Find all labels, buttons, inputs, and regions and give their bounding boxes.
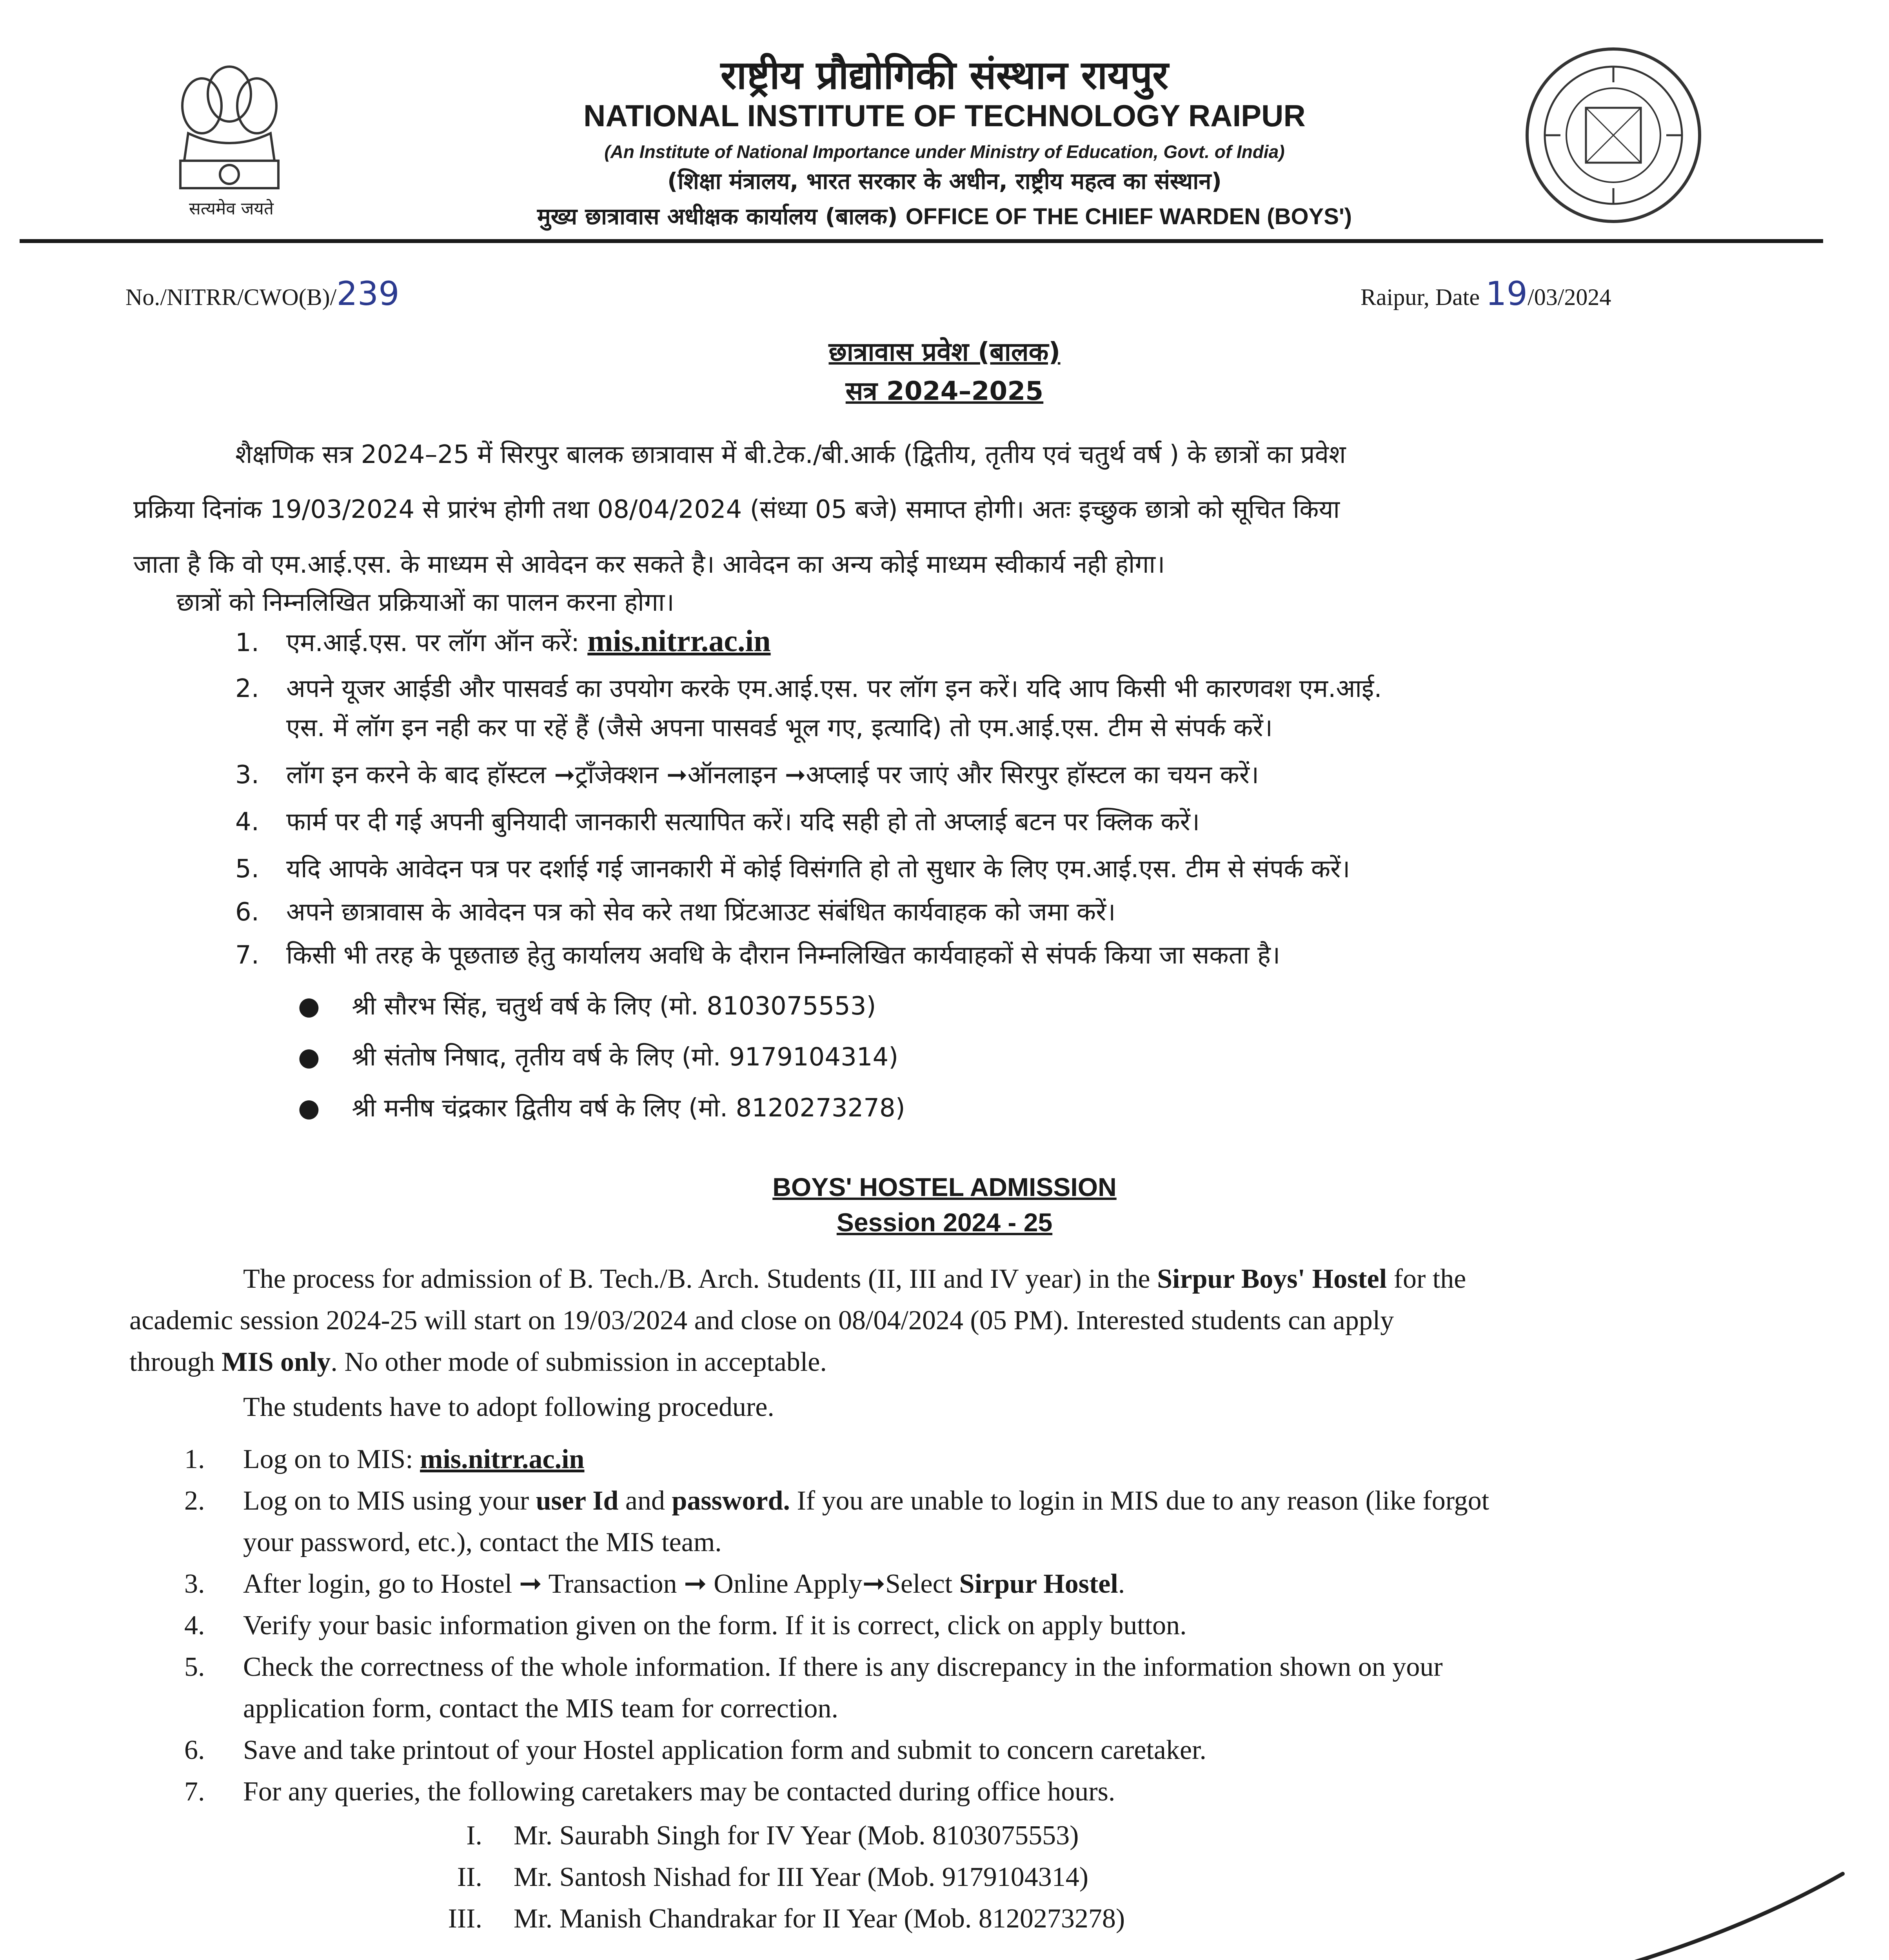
step-text: अपने यूजर आईडी और पासवर्ड का उपयोग करके एम.आई.एस. पर लॉग इन करें। यदि आप किसी भी कारणवश एम.आई. xyxy=(286,674,1382,703)
reference-date xyxy=(1360,274,1611,313)
office-name-hindi: मुख्य छात्रावास अधीक्षक कार्यालय (बालक) xyxy=(537,203,898,230)
english-step xyxy=(184,1563,1737,1605)
emblem-motto: सत्यमेव जयते xyxy=(189,199,274,219)
step-number: 6. xyxy=(235,898,260,927)
institute-subtitle-hindi: (शिक्षा मंत्रालय, भारत सरकार के अधीन, राष्ट्रीय महत्व का संस्थान) xyxy=(667,168,1222,194)
english-contacts-list xyxy=(408,1815,1125,1940)
step-number: 5. xyxy=(235,855,260,884)
step-number: 1. xyxy=(235,628,260,657)
institute-subtitle-english: (An Institute of National Importance under Ministry of Education, Govt. of India) xyxy=(604,142,1285,162)
step-text: Check the correctness of the whole information. If there is any discrepancy in the information shown on your xyxy=(243,1652,1443,1682)
step-number: 3. xyxy=(235,760,260,789)
bullet-icon: ● xyxy=(298,1094,352,1123)
step-number: 5. xyxy=(184,1652,205,1682)
step-number: 3. xyxy=(184,1569,205,1599)
contact-text: Mr. Manish Chandrakar for II Year (Mob. 8120273278) xyxy=(514,1904,1125,1934)
english-procedure-intro: The students have to adopt following procedure. xyxy=(243,1392,774,1422)
contact-number: I. xyxy=(466,1820,482,1851)
date-suffix: /03/2024 xyxy=(1528,284,1611,310)
step-text: अपने छात्रावास के आवेदन पत्र को सेव करे तथा प्रिंटआउट संबंधित कार्यवाहक को जमा करें। xyxy=(286,898,1116,927)
hostel-name: Sirpur Hostel xyxy=(959,1569,1118,1599)
step-text: यदि आपके आवेदन पत्र पर दर्शाई गई जानकारी में कोई विसंगति हो तो सुधार के लिए एम.आई.एस. टीम से संपर्क करें। xyxy=(286,855,1350,884)
english-notice-session: Session 2024 - 25 xyxy=(836,1208,1053,1237)
date-handwritten-day: 19 xyxy=(1486,274,1528,313)
english-step xyxy=(184,1730,1737,1771)
bullet-icon: ● xyxy=(298,992,352,1021)
hostel-name: Sirpur Boys' Hostel xyxy=(1157,1264,1387,1294)
step-text: Save and take printout of your Hostel application form and submit to concern caretaker. xyxy=(243,1735,1207,1765)
english-step xyxy=(184,1605,1737,1646)
user-id-text: user Id xyxy=(536,1486,619,1516)
institute-name-hindi: राष्ट्रीय प्रौद्योगिकी संस्थान रायपुर xyxy=(720,52,1169,98)
paragraph-text: through xyxy=(129,1347,222,1377)
contact-number: III. xyxy=(448,1904,482,1934)
contact-text: श्री मनीष चंद्रकार द्वितीय वर्ष के लिए (मो. 8120273278) xyxy=(352,1094,905,1123)
step-number: 6. xyxy=(184,1735,205,1765)
date-prefix: Raipur, Date xyxy=(1360,284,1486,310)
password-text: password. xyxy=(672,1486,790,1516)
english-step xyxy=(184,1439,1737,1480)
english-step xyxy=(184,1480,1737,1522)
paragraph-text: . No other mode of submission in acceptable. xyxy=(331,1347,827,1377)
step-text: फार्म पर दी गई अपनी बुनियादी जानकारी सत्यापित करें। यदि सही हो तो अप्लाई बटन पर क्लिक करें। xyxy=(286,808,1200,837)
contact-text: Mr. Santosh Nishad for III Year (Mob. 9179104314) xyxy=(514,1862,1089,1892)
reference-prefix: No./NITRR/CWO(B)/ xyxy=(125,284,337,310)
step-text: Log on to MIS using your xyxy=(243,1486,536,1516)
english-contact-item xyxy=(408,1815,1125,1857)
hindi-step xyxy=(235,804,1200,838)
hindi-step-continuation: एस. में लॉग इन नही कर पा रहें हैं (जैसे अपना पासवर्ड भूल गए, इत्यादि) तो एम.आई.एस. टीम से संपर्क करें। xyxy=(286,713,1273,742)
bullet-icon: ● xyxy=(298,1043,352,1072)
hindi-contact-item xyxy=(298,988,876,1022)
hindi-contact-item xyxy=(298,1090,905,1124)
mis-link[interactable]: mis.nitrr.ac.in xyxy=(587,624,771,658)
hindi-notice-title: छात्रावास प्रवेश (बालक) xyxy=(828,337,1061,367)
office-name-english: OFFICE OF THE CHIEF WARDEN (BOYS') xyxy=(905,204,1352,229)
contact-text: श्री संतोष निषाद, तृतीय वर्ष के लिए (मो. 9179104314) xyxy=(352,1043,899,1072)
hindi-paragraph-line: प्रक्रिया दिनांक 19/03/2024 से प्रारंभ होगी तथा 08/04/2024 (संध्या 05 बजे) समाप्त होगी। अतः इच्छुक छात्रो को सूचित किया xyxy=(133,495,1340,524)
step-number: 4. xyxy=(235,808,260,837)
office-name xyxy=(0,200,1889,231)
step-text: Verify your basic information given on the form. If it is correct, click on apply button. xyxy=(243,1610,1187,1641)
english-contact-item xyxy=(408,1898,1125,1940)
english-step xyxy=(184,1646,1737,1688)
handwritten-signature-icon xyxy=(1117,1854,1862,1960)
hindi-contact-item xyxy=(298,1039,898,1073)
header-divider xyxy=(20,239,1823,243)
english-paragraph-line xyxy=(129,1258,1733,1300)
hindi-step xyxy=(235,851,1350,885)
reference-number xyxy=(125,274,400,313)
english-notice-paragraph xyxy=(129,1258,1733,1383)
hindi-step xyxy=(235,757,1259,791)
english-steps-list xyxy=(184,1439,1737,1813)
contact-number: II. xyxy=(457,1862,482,1892)
paragraph-text: for the xyxy=(1387,1264,1466,1294)
hindi-paragraph-line: शैक्षणिक सत्र 2024–25 में सिरपुर बालक छात्रावास में बी.टेक./बी.आर्क (द्वितीय, तृतीय एवं चतुर्थ वर्ष ) के छात्रों का प्रवेश xyxy=(235,440,1346,469)
hindi-step xyxy=(235,670,1382,704)
step-text: Log on to MIS: xyxy=(243,1444,420,1474)
mis-only: MIS only xyxy=(222,1347,331,1377)
english-paragraph-line xyxy=(129,1341,1733,1383)
contact-text: Mr. Saurabh Singh for IV Year (Mob. 8103075553) xyxy=(514,1820,1079,1851)
hindi-procedure-intro: छात्रों को निम्नलिखित प्रक्रियाओं का पालन करना होगा। xyxy=(176,588,674,617)
reference-handwritten-number: 239 xyxy=(336,274,400,313)
hindi-paragraph-line: जाता है कि वो एम.आई.एस. के माध्यम से आवेदन कर सकते है। आवेदन का अन्य कोई माध्यम स्वीकार्य नही होगा। xyxy=(133,550,1165,579)
institute-name-english: NATIONAL INSTITUTE OF TECHNOLOGY RAIPUR xyxy=(583,98,1306,133)
step-text: किसी भी तरह के पूछताछ हेतु कार्यालय अवधि के दौरान निम्नलिखित कार्यवाहकों से संपर्क किया जा सकता है। xyxy=(286,941,1281,970)
hindi-notice-session: सत्र 2024–2025 xyxy=(845,376,1044,406)
english-step-continuation: your password, etc.), contact the MIS team. xyxy=(243,1527,722,1557)
english-step-continuation: application form, contact the MIS team for correction. xyxy=(243,1693,839,1724)
mis-link[interactable]: mis.nitrr.ac.in xyxy=(420,1444,585,1474)
step-text: . xyxy=(1118,1569,1125,1599)
english-contact-item xyxy=(408,1857,1125,1898)
hindi-step xyxy=(235,937,1280,971)
hindi-notice-paragraph xyxy=(133,427,1733,592)
step-text: and xyxy=(618,1486,672,1516)
step-number: 7. xyxy=(184,1777,205,1807)
english-paragraph-line: academic session 2024-25 will start on 19/03/2024 and close on 08/04/2024 (05 PM). Interested students can apply xyxy=(129,1305,1394,1336)
step-text: For any queries, the following caretakers may be contacted during office hours. xyxy=(243,1777,1115,1807)
paragraph-text: The process for admission of B. Tech./B. Arch. Students (II, III and IV year) in the xyxy=(243,1264,1157,1294)
english-notice-title: BOYS' HOSTEL ADMISSION xyxy=(772,1172,1117,1201)
step-number: 2. xyxy=(235,674,260,703)
step-number: 4. xyxy=(184,1610,205,1641)
step-number: 1. xyxy=(184,1444,205,1474)
step-text: After login, go to Hostel ➞ Transaction ➞ Online Apply➞Select xyxy=(243,1569,959,1599)
english-step xyxy=(184,1771,1737,1813)
hindi-step xyxy=(235,623,771,659)
step-number: 7. xyxy=(235,941,260,970)
step-text: एम.आई.एस. पर लॉग ऑन करें: xyxy=(286,628,588,657)
step-text: If you are unable to login in MIS due to any reason (like forgot xyxy=(790,1486,1489,1516)
step-number: 2. xyxy=(184,1486,205,1516)
hindi-step xyxy=(235,894,1116,928)
contact-text: श्री सौरभ सिंह, चतुर्थ वर्ष के लिए (मो. 8103075553) xyxy=(352,992,876,1021)
step-text: लॉग इन करने के बाद हॉस्टल ➞ट्रॉंजेक्शन ➞ऑनलाइन ➞अप्लाई पर जाएं और सिरपुर हॉस्टल का चयन करें। xyxy=(286,760,1259,789)
